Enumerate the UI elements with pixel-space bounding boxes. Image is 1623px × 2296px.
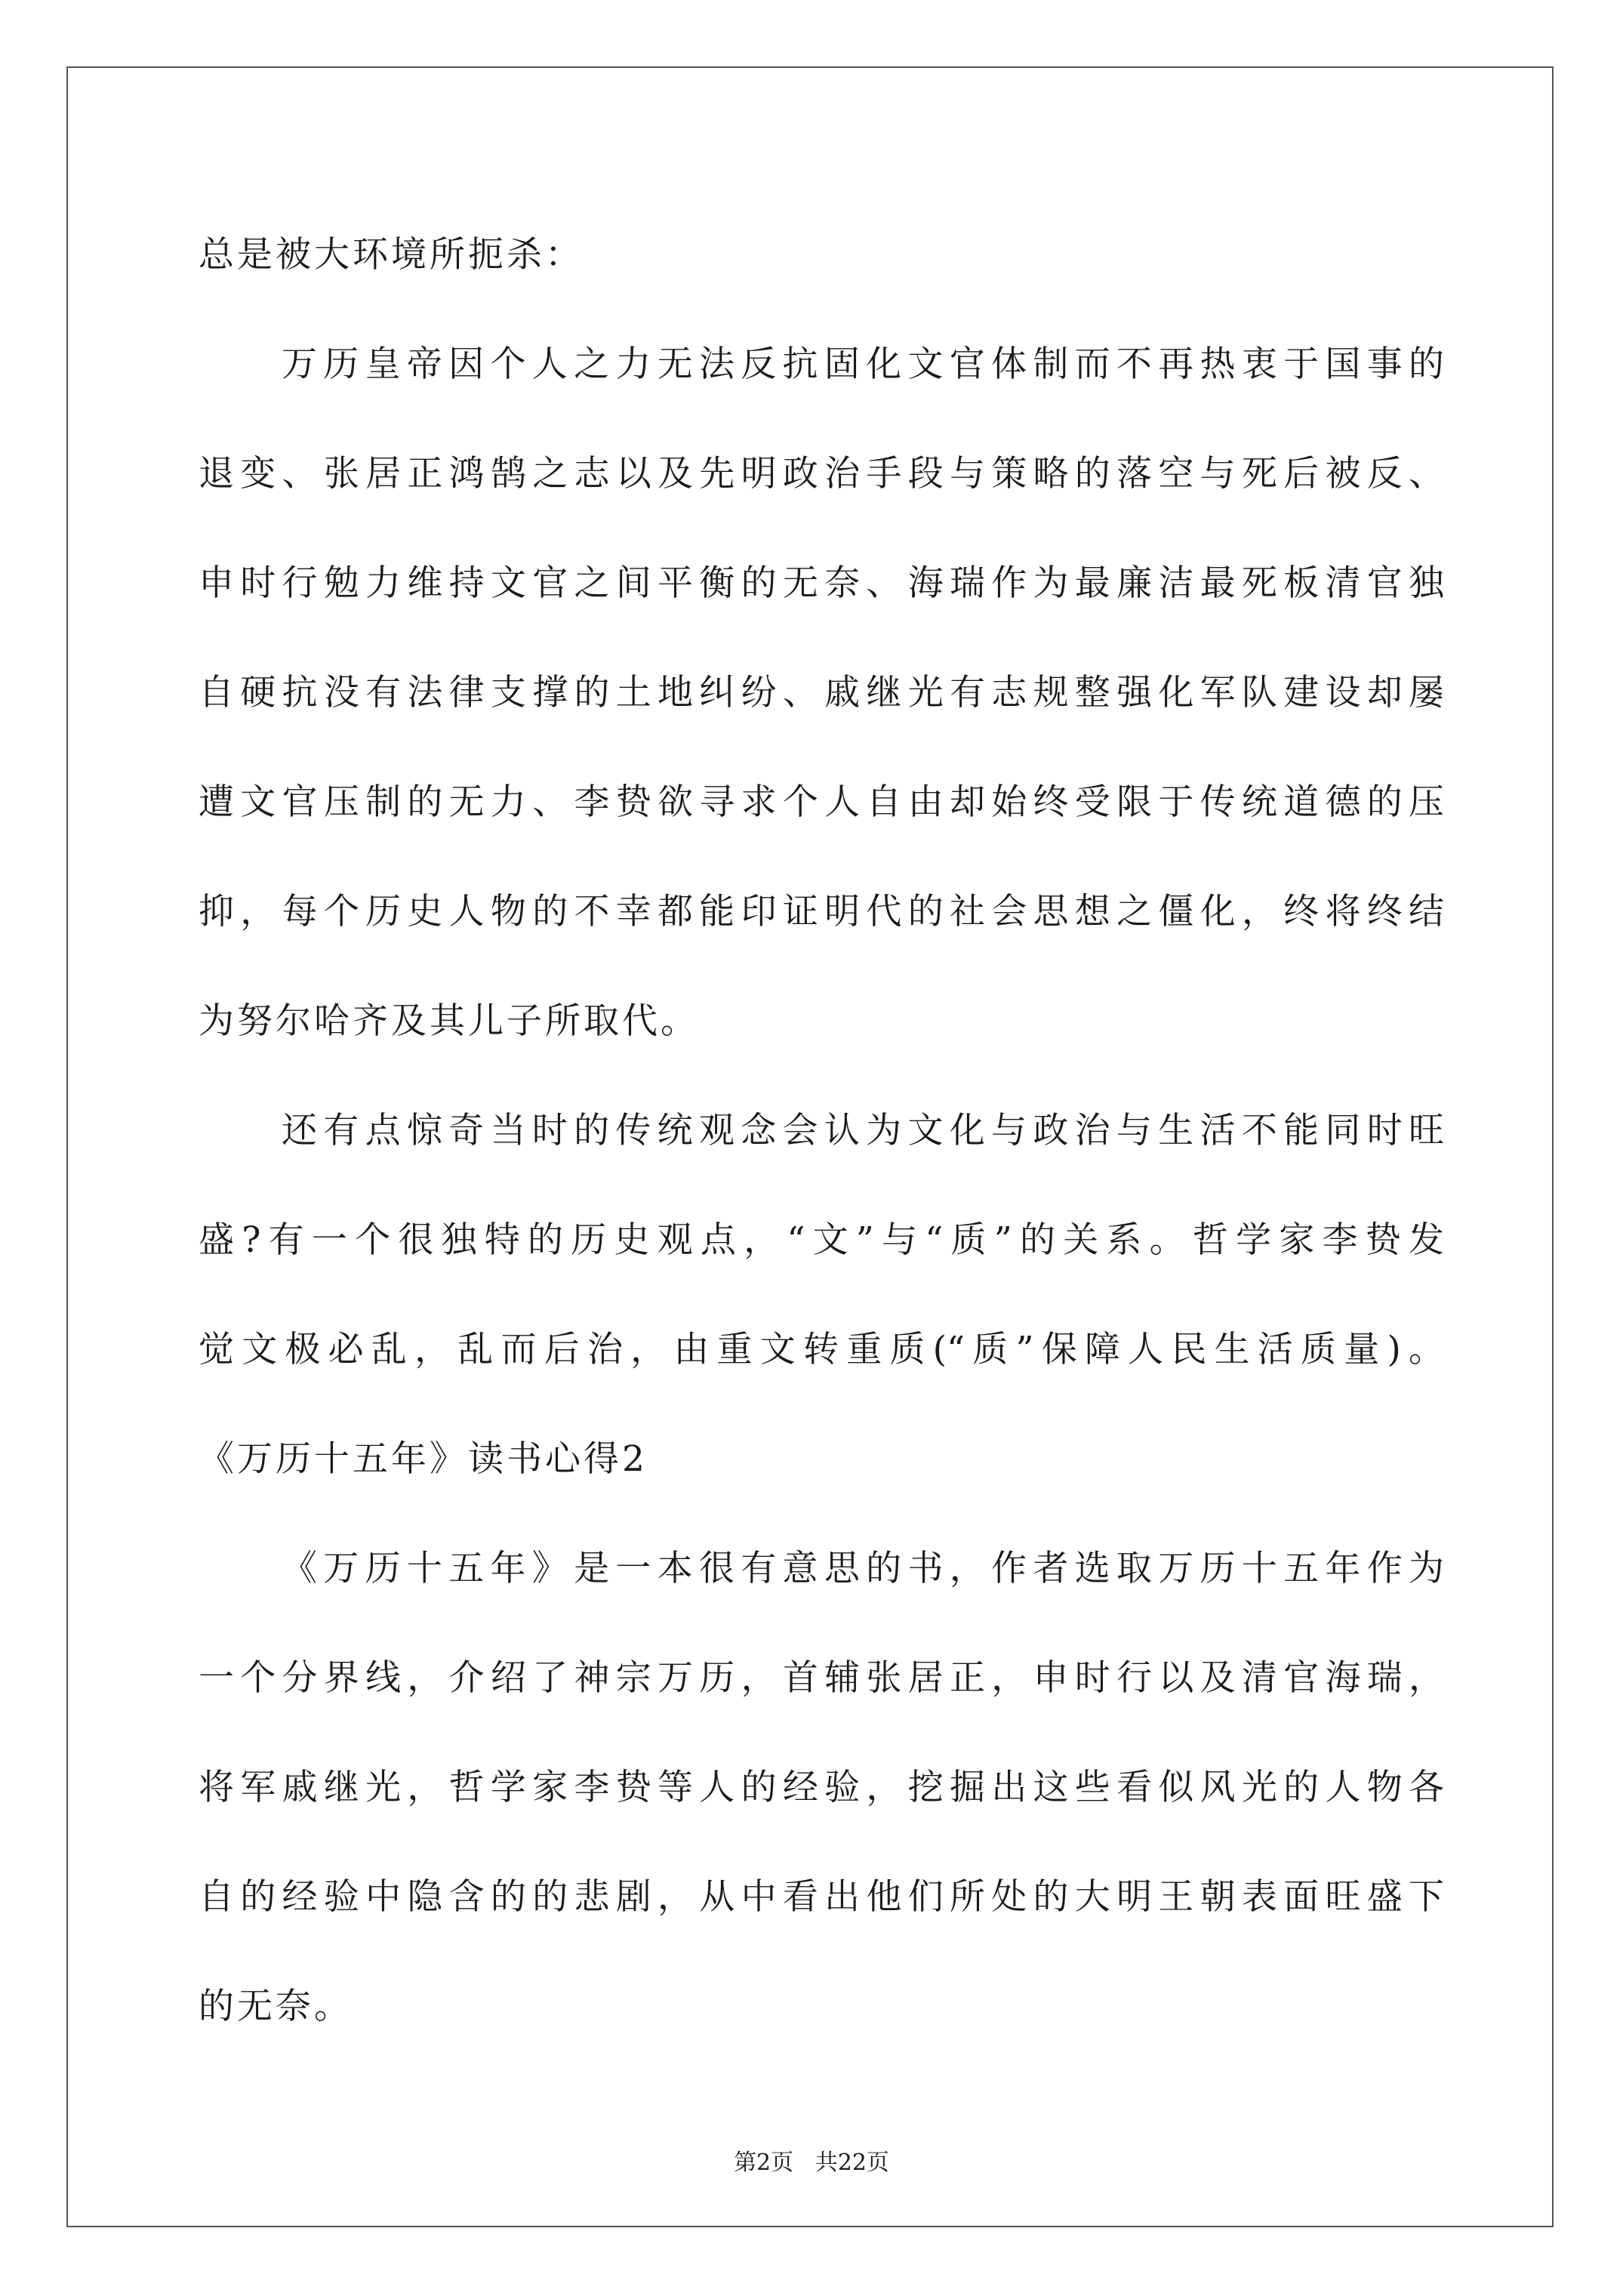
text-line: 退变、张居正鸿鹄之志以及先明政治手段与策略的落空与死后被反、 xyxy=(199,453,1444,495)
text-line: 将军戚继光，哲学家李贽等人的经验，挖掘出这些看似风光的人物各 xyxy=(199,1767,1444,1808)
text-line: 总是被大环境所扼杀： xyxy=(199,234,584,276)
text-line: 一个分界线，介绍了神宗万历，首辅张居正，申时行以及清官海瑞， xyxy=(199,1657,1444,1699)
paragraph-first-line: 《万历十五年》是一本很有意思的书，作者选取万历十五年作为 xyxy=(282,1548,1444,1589)
text-line: 自的经验中隐含的的悲剧，从中看出他们所处的大明王朝表面旺盛下 xyxy=(199,1876,1444,1918)
page-number-footer: 第2页 共22页 xyxy=(734,2150,889,2176)
text-line: 申时行勉力维持文官之间平衡的无奈、海瑞作为最廉洁最死板清官独 xyxy=(199,562,1444,604)
paragraph-first-line: 还有点惊奇当时的传统观念会认为文化与政治与生活不能同时旺 xyxy=(282,1110,1444,1151)
section-heading: 《万历十五年》读书心得2 xyxy=(199,1438,648,1480)
text-line: 为努尔哈齐及其儿子所取代。 xyxy=(199,1000,699,1042)
paragraph-first-line: 万历皇帝因个人之力无法反抗固化文官体制而不再热衷于国事的 xyxy=(282,344,1444,385)
text-line: 盛?有一个很独特的历史观点，“文”与“质”的关系。哲学家李贽发 xyxy=(199,1219,1444,1261)
text-line: 抑，每个历史人物的不幸都能印证明代的社会思想之僵化，终将终结 xyxy=(199,891,1444,932)
text-line: 遭文官压制的无力、李贽欲寻求个人自由却始终受限于传统道德的压 xyxy=(199,781,1444,823)
text-line: 自硬抗没有法律支撑的土地纠纷、戚继光有志规整强化军队建设却屡 xyxy=(199,672,1444,713)
text-line: 的无奈。 xyxy=(199,1986,353,2027)
text-line: 觉文极必乱，乱而后治，由重文转重质(“质”保障人民生活质量)。 xyxy=(199,1329,1444,1370)
